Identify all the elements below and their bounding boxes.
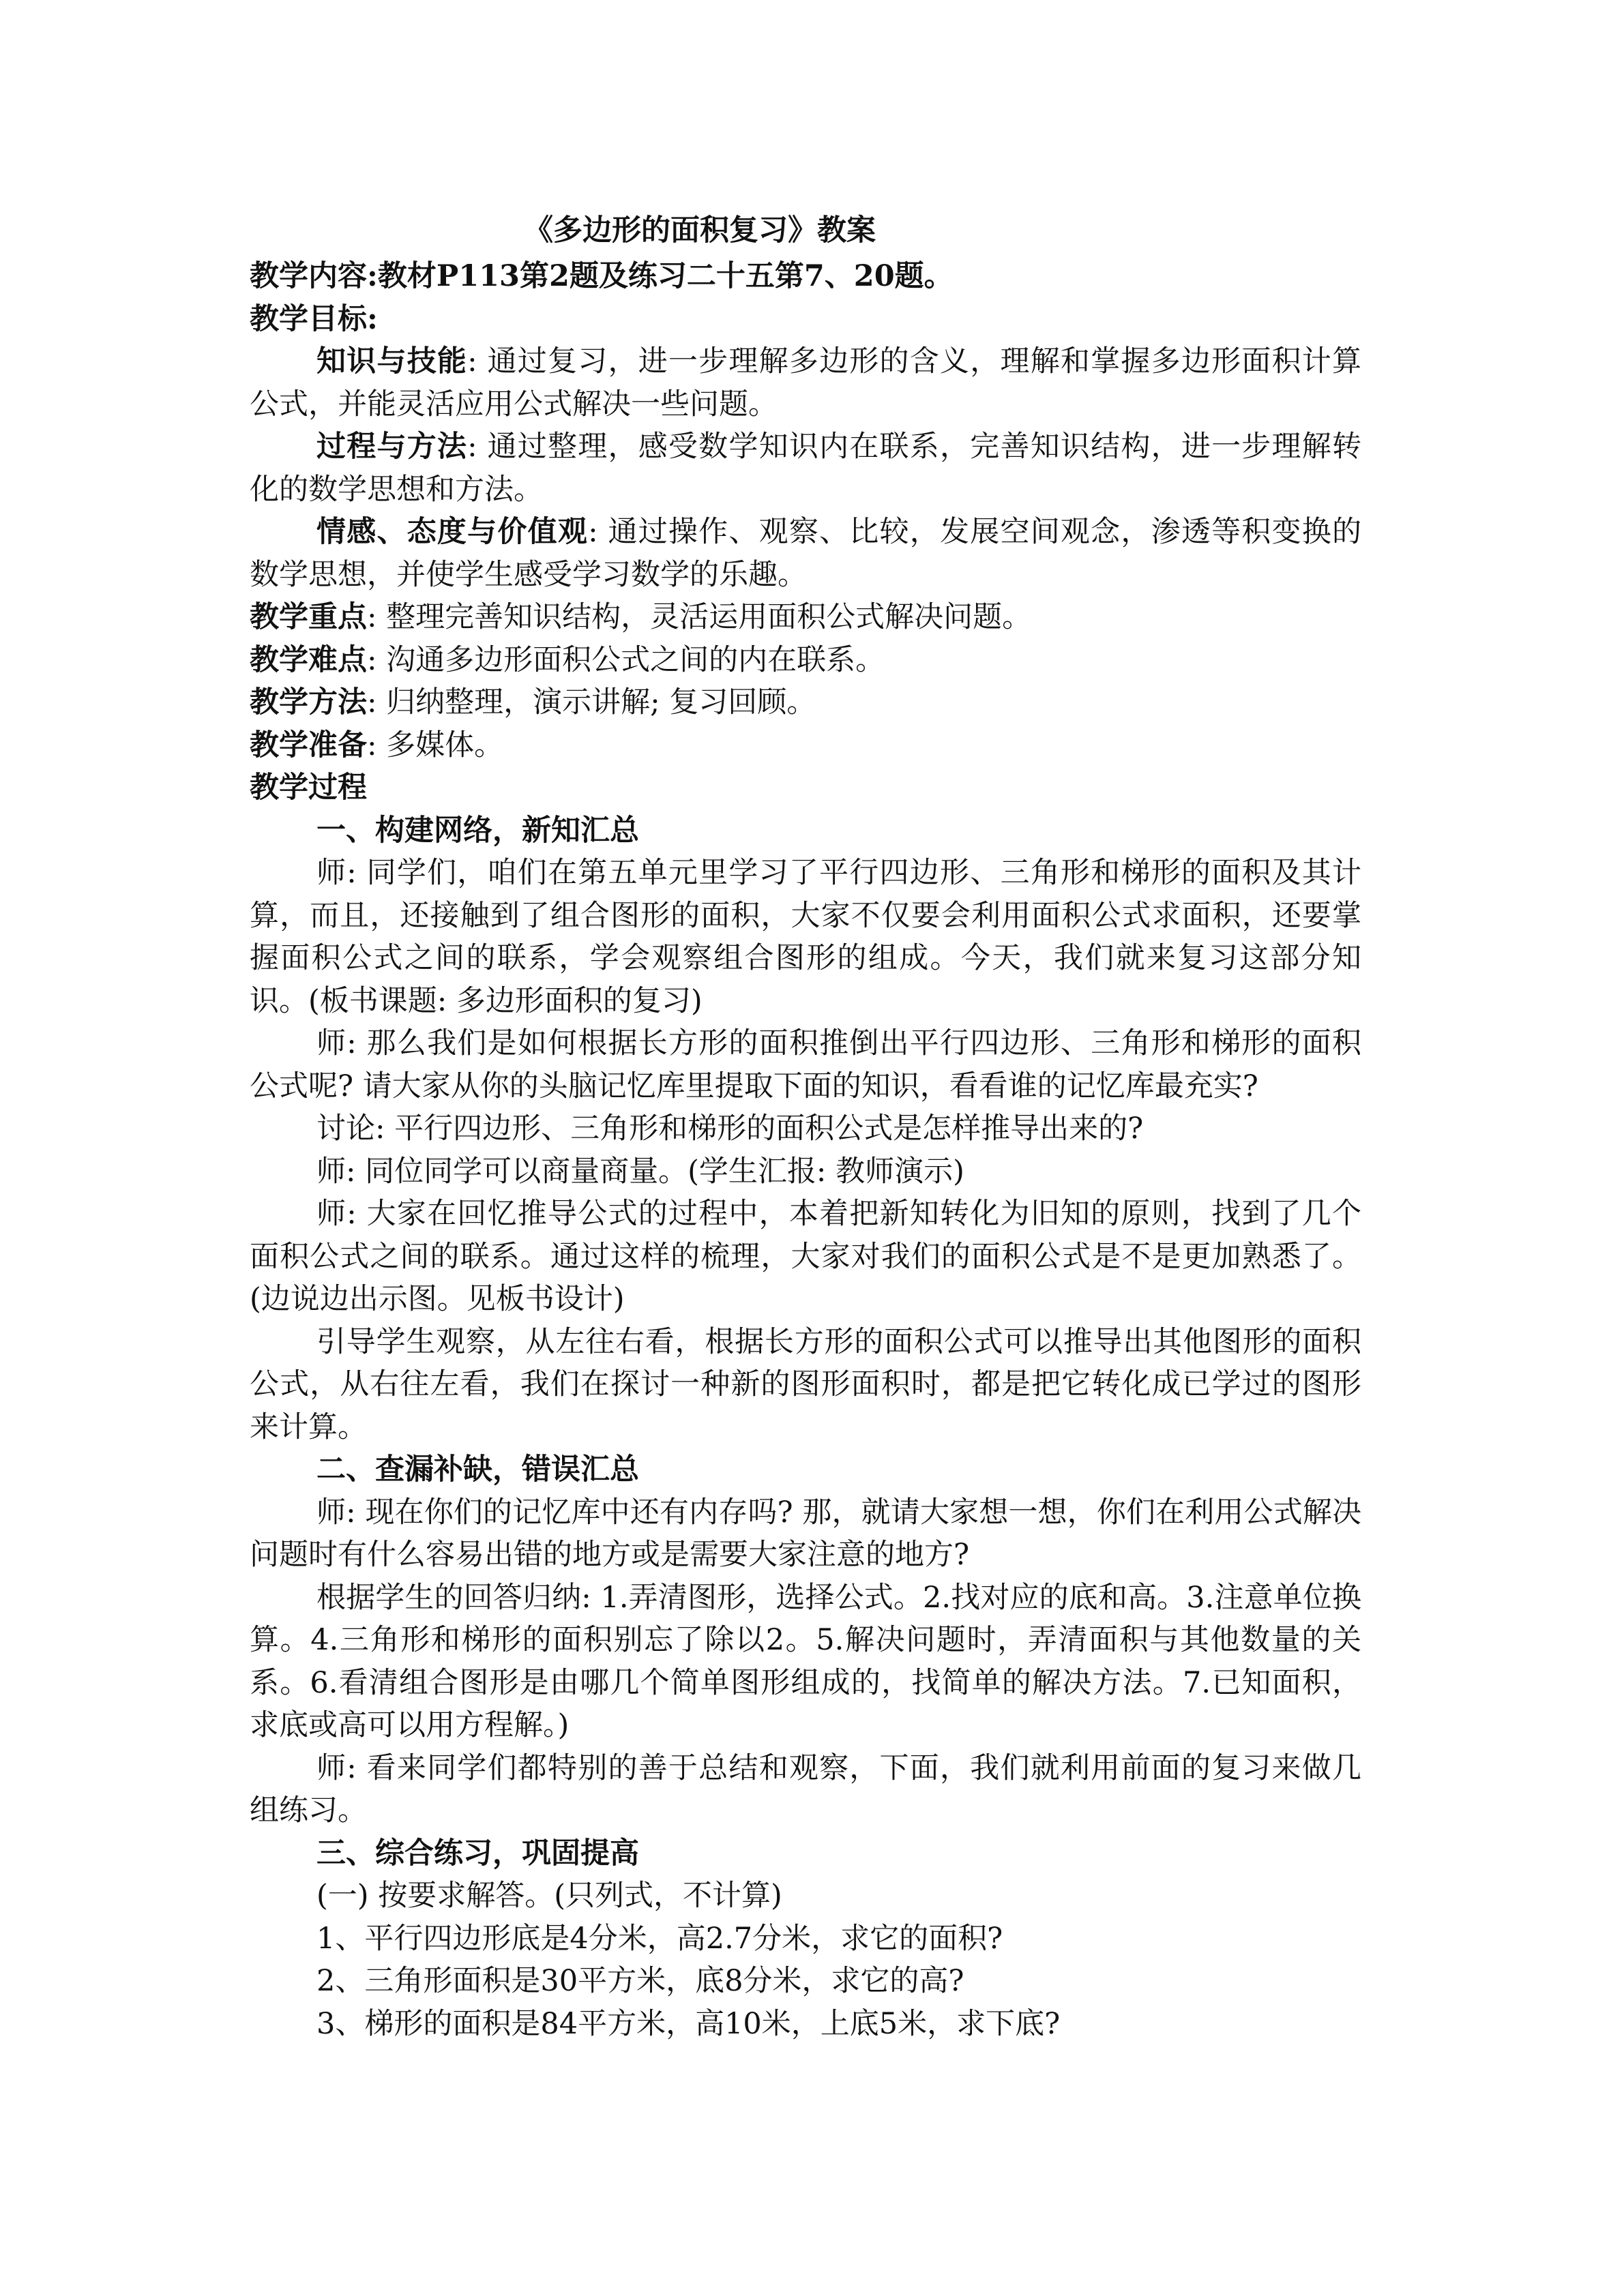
section1-paragraph: 师: 那么我们是如何根据长方形的面积推倒出平行四边形、三角形和梯形的面积公式呢? 请大家从你的头脑记忆库里提取下面的知识，看看谁的记忆库最充实? [250,1026,1361,1103]
teaching-content-text: 教材P113第2题及练习二十五第7、20题。 [377,259,954,293]
section1-paragraph: 师: 大家在回忆推导公式的过程中，本着把新知转化为旧知的原则，找到了几个面积公式之间的联系。通过这样的梳理，大家对我们的面积公式是不是更加熟悉了。(边说边出示图。见板书设计) [250,1197,1361,1316]
goal-process [250,426,1361,511]
preparation [250,724,1361,767]
goal-knowledge [250,340,1361,426]
goal-knowledge-label: 知识与技能 [316,344,468,378]
goal-process-text: : 通过整理，感受数学知识内在联系，完善知识结构，进一步理解转化的数学思想和方法。 [250,430,1362,507]
goals-heading: 教学目标: [250,301,378,336]
goal-emotion [250,511,1361,596]
goal-process-label: 过程与方法 [316,430,468,464]
section2-paragraph: 师: 看来同学们都特别的善于总结和观察，下面，我们就利用前面的复习来做几组练习。 [250,1750,1361,1828]
difficulty [250,639,1361,682]
goal-knowledge-text: : 通过复习，进一步理解多边形的含义，理解和掌握多边形面积计算公式，并能灵活应用公式解决一些问题。 [250,344,1362,421]
goal-emotion-label: 情感、态度与价值观 [316,515,589,549]
section2-heading: 二、查漏补缺，错误汇总 [316,1452,639,1487]
exercise-item: 3、梯形的面积是84平方米，高10米，上底5米，求下底? [316,2006,1061,2041]
page-title: 《多边形的面积复习》教案 [524,213,876,248]
section3-subheading: (一) 按要求解答。(只列式，不计算) [316,1879,782,1913]
method [250,681,1361,724]
section2-paragraph: 师: 现在你们的记忆库中还有内存吗? 那，就请大家想一想，你们在利用公式解决问题时有什么容易出错的地方或是需要大家注意的地方? [250,1495,1361,1572]
method-text: : 归纳整理，演示讲解; 复习回顾。 [367,685,816,719]
section1-paragraph: 讨论: 平行四边形、三角形和梯形的面积公式是怎样推导出来的? [316,1112,1144,1146]
preparation-text: : 多媒体。 [367,728,504,762]
section1-paragraph: 师: 同位同学可以商量商量。(学生汇报: 教师演示) [316,1154,964,1189]
difficulty-label: 教学难点 [250,642,367,677]
section2-paragraph: 根据学生的回答归纳: 1.弄清图形，选择公式。2.找对应的底和高。3.注意单位换算。4.三角形和梯形的面积别忘了除以2。5.解决问题时，弄清面积与其他数量的关系。6.看清组合图形是由哪几个简单图形组成的，找简单的解决方法。7.已知面积，求底或高可以用方程解。) [250,1580,1361,1742]
method-label: 教学方法 [250,685,367,719]
exercise-item: 2、三角形面积是30平方米，底8分米，求它的高? [316,1964,964,1998]
process-heading: 教学过程 [250,771,367,805]
lesson-plan-page [250,206,1361,2045]
goal-emotion-text: : 通过操作、观察、比较，发展空间观念，渗透等积变换的数学思想，并使学生感受学习数学的乐趣。 [250,515,1362,592]
preparation-label: 教学准备 [250,728,367,762]
key-point-text: : 整理完善知识结构，灵活运用面积公式解决问题。 [367,600,1032,634]
teaching-content-label: 教学内容: [250,259,378,293]
key-point [250,596,1361,639]
key-point-label: 教学重点 [250,600,367,634]
section1-paragraph: 引导学生观察，从左往右看，根据长方形的面积公式可以推导出其他图形的面积公式，从右往左看，我们在探讨一种新的图形面积时，都是把它转化成已学过的图形来计算。 [250,1324,1361,1444]
exercise-item: 1、平行四边形底是4分米，高2.7分米，求它的面积? [316,1921,1003,1956]
section1-heading: 一、构建网络，新知汇总 [316,813,639,848]
difficulty-text: : 沟通多边形面积公式之间的内在联系。 [367,642,885,677]
section1-paragraph: 师: 同学们，咱们在第五单元里学习了平行四边形、三角形和梯形的面积及其计算，而且，还接触到了组合图形的面积，大家不仅要会利用面积公式求面积，还要掌握面积公式之间的联系，学会观察组合图形的组成。今天，我们就来复习这部分知识。(板书课题: 多边形面积的复习) [250,856,1361,1018]
teaching-content [250,255,1361,298]
section3-heading: 三、综合练习，巩固提高 [316,1836,639,1870]
